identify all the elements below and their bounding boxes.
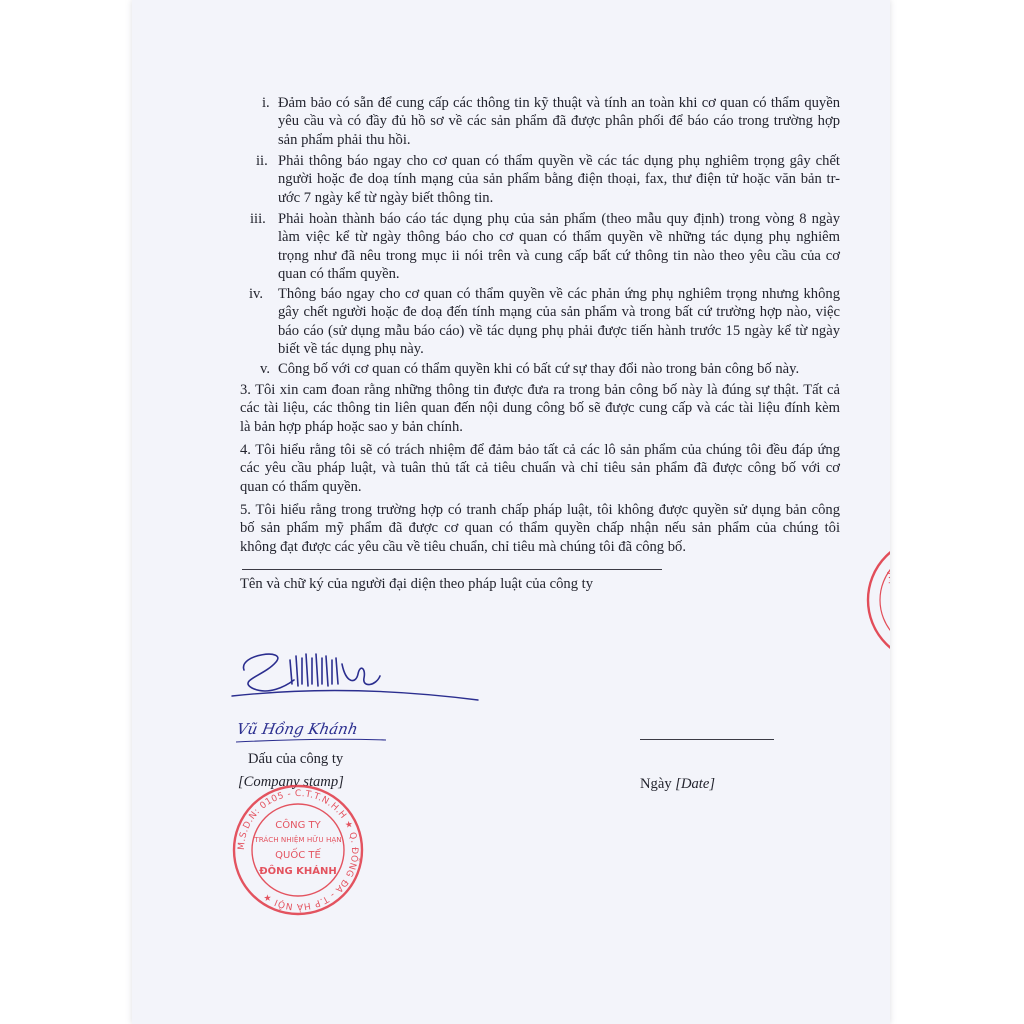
svg-text:ĐÔNG KHÁNH: ĐÔNG KHÁNH [259,866,337,877]
paragraph-line: không đạt được các yêu cầu về tiêu chuẩn, chỉ tiêu mà chúng tôi đã công bố. [240,538,686,555]
date-label-text: Ngày [640,776,672,792]
list-item-line: Phải hoàn thành báo cáo tác dụng phụ của sản phẩm (theo mẫu quy định) trong vòng 8 ngày [278,211,840,227]
paragraph-line: 3. Tôi xin cam đoan rằng những thông tin được đưa ra trong bản công bố này là đúng sự thật. Tất cả [240,382,840,398]
date-rule [640,739,774,740]
list-item-line: sản phẩm phải thu hồi. [278,131,411,148]
edge-stamp [840,540,915,660]
list-marker: v. [260,361,270,377]
paragraph-line: là bản hợp pháp hoặc sao y bản chính. [240,418,463,435]
list-item-line: ước 7 ngày kể từ ngày biết thông tin. [278,189,494,206]
paragraph-line: quan có thẩm quyền. [240,478,362,495]
list-item-line: Thông báo ngay cho cơ quan có thẩm quyền về các phản ứng phụ nghiêm trọng nhưng không [278,286,840,302]
svg-text:Vũ Hồng Khánh: Vũ Hồng Khánh [235,720,360,738]
paragraph-line: 5. Tôi hiểu rằng trong trường hợp có tranh chấp pháp luật, tôi không được quyền sử dụng bản công [240,502,840,518]
paragraph-line: các tài liệu, các thông tin liên quan đến nội dung công bố sẽ được cung cấp và các tài liệu đính kèm [240,400,840,417]
list-item-line: quan có thẩm quyền. [278,266,400,283]
signature-scribble [228,640,488,720]
paragraph-line: các yêu cầu pháp luật, và tuân thủ tất cả tiêu chuẩn và chỉ tiêu sản phẩm đã được công bố với cơ [240,460,840,477]
list-marker: iv. [249,286,264,302]
list-item-line: Đảm bảo có sẵn để cung cấp các thông tin kỹ thuật và tính an toàn khi cơ quan có thẩm quyền [278,95,840,111]
list-item-line: làm việc kể từ ngày thông báo cho cơ quan có thẩm quyền về những tác dụng phụ nghiêm [278,229,840,246]
date-placeholder: [Date] [675,776,716,792]
svg-text:QUỐC TẾ: QUỐC TẾ [275,850,321,861]
svg-text:CÔNG TY: CÔNG TY [275,820,321,831]
list-item-line: người hoặc đe doạ tính mạng của sản phẩm bằng điện thoại, fax, thư điện tử hoặc văn bản tr- [278,171,840,188]
signature-rule [242,569,662,570]
list-item-line: Công bố với cơ quan có thẩm quyền khi có bất cứ sự thay đổi nào trong bản công bố này. [278,361,800,377]
document-page [132,0,915,1024]
list-item-line: trọng như đã nêu trong mục ii nói trên và cung cấp bất cứ thông tin nào theo yêu cầu của cơ [278,247,840,264]
svg-text:M.S.D.N: 0105 - C.T.T.N.H.H ★: M.S.D.N: 0105 - C.T.T.N.H.H ★ Q. ĐỐNG ĐA - T.P HÀ NỘI ★ [236,788,360,912]
list-item-line: gây chết người hoặc đe doạ đến tính mạng của sản phẩm và trong bất cứ trường hợp nào, việc [278,304,840,321]
signature-caption: Tên và chữ ký của người đại diện theo pháp luật của công ty [240,576,594,592]
paragraph-line: bố sản phẩm mỹ phẩm đã được cơ quan có thẩm quyền chấp nhận nếu sản phẩm của chúng tôi [240,520,840,537]
company-stamp-label: Dấu của công ty [248,751,344,767]
list-item-line: báo cáo (sử dụng mẫu báo cáo) về tác dụng phụ phải được tiến hành trước 15 ngày kể từ ngày [278,322,840,339]
paragraph-line: 4. Tôi hiểu rằng tôi sẽ có trách nhiệm để đảm bảo tất cả các lô sản phẩm của chúng tôi đều đáp ứng [240,442,840,458]
svg-text:TRÁCH NHIỆM HỮU HẠN: TRÁCH NHIỆM HỮU HẠN [254,835,342,844]
list-item-line: biết về tác dụng phụ này. [278,341,424,358]
list-marker: iii. [250,211,266,227]
company-stamp-placeholder: [Company stamp] [238,774,344,790]
list-item-line: yêu cầu và có đầy đủ hồ sơ về các sản phẩm đã được phân phối để báo cáo trong trường hợp [278,113,840,130]
company-stamp [228,780,368,920]
svg-text:VIỆT NAM ★: VIỆT NAM ★ [883,567,915,628]
handwritten-name [236,712,396,752]
list-item-line: Phải thông báo ngay cho cơ quan có thẩm quyền về các tác dụng phụ nghiêm trọng gây chết [278,153,840,169]
list-marker: ii. [256,153,268,169]
date-label [640,775,715,793]
list-marker: i. [262,95,270,111]
